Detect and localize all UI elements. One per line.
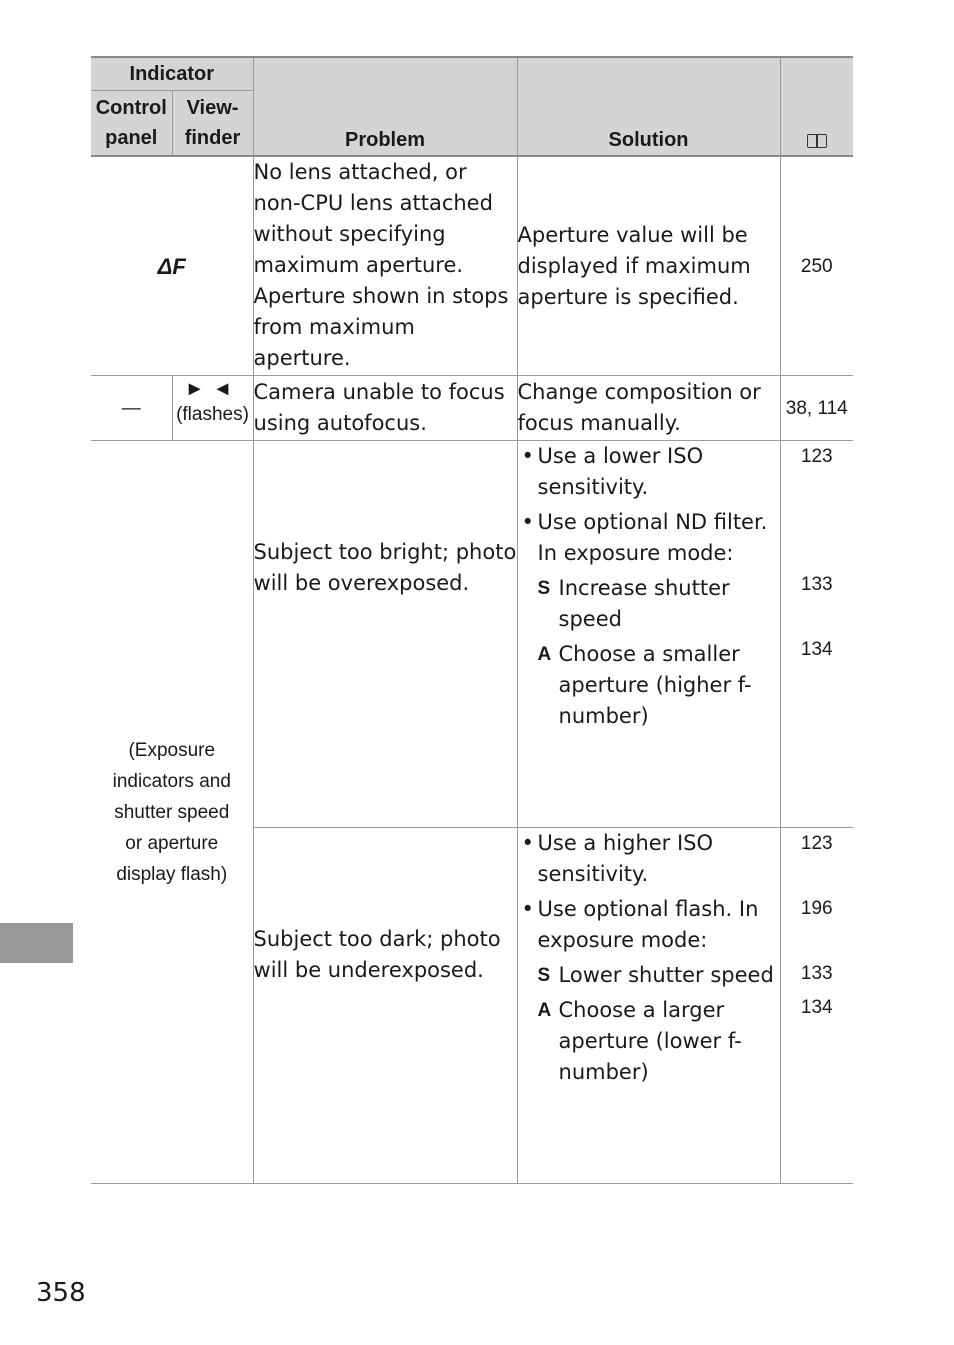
solution-cell (517, 828, 780, 1184)
troubleshooting-table (91, 56, 853, 1184)
solution-header: Solution (517, 57, 780, 156)
indicator-header: Indicator (91, 57, 253, 91)
mode-s-row: S Increase shutter speed (537, 576, 730, 631)
control-panel-header: Control panel (91, 91, 172, 157)
solution-cell: Change composition or focus manually. (517, 376, 780, 441)
focus-indicator-icon: ►◄ (184, 378, 241, 400)
section-tab-marker (0, 923, 73, 963)
problem-cell: Subject too bright; photo will be overexposed. (253, 441, 517, 828)
page-ref-cell: 123 133 134 (780, 441, 853, 828)
page-ref-cell: 250 (780, 156, 853, 376)
list-item: • Use a higher ISO sensitivity. (521, 831, 714, 886)
solution-list (518, 441, 776, 732)
table-row (91, 441, 853, 828)
flashes-note: (flashes) (176, 404, 249, 425)
exposure-indicator-cell: (Exposure indicators and shutter speed or aperture display flash) (91, 441, 253, 1184)
solution-cell (517, 441, 780, 828)
mode-s-row: S Lower shutter speed (537, 963, 774, 987)
no-lens-indicator: ΔF (157, 253, 186, 279)
page-ref-cell: 123 196 133 134 (780, 828, 853, 1184)
problem-cell: Subject too dark; photo will be underexposed. (253, 828, 517, 1184)
problem-header: Problem (253, 57, 517, 156)
page-ref-header (780, 57, 853, 156)
list-item: • Use optional ND filter. In exposure mode: S Increase shutter speed A Choose a smaller aperture (higher f-number) (518, 507, 776, 732)
problem-cell: Camera unable to focus using autofocus. (253, 376, 517, 441)
problem-cell: No lens attached, or non-CPU lens attached without specifying maximum aperture. Aperture shown in stops from maximum aperture. (253, 156, 517, 376)
list-item: • Use optional flash. In exposure mode: S Lower shutter speed A Choose a larger aperture (lower f-number) (518, 894, 776, 1088)
mode-a-row: A Choose a smaller aperture (higher f-number) (537, 642, 752, 728)
control-panel-cell: — (121, 397, 141, 419)
solution-cell: Aperture value will be displayed if maximum aperture is specified. (517, 156, 780, 376)
page-ref-cell: 38, 114 (780, 376, 853, 441)
mode-a-row: A Choose a larger aperture (lower f-number) (537, 998, 742, 1084)
viewfinder-header: View- finder (172, 91, 253, 157)
list-item: • Use a lower ISO sensitivity. (521, 444, 704, 499)
viewfinder-cell (172, 376, 253, 441)
table-row (91, 376, 853, 441)
book-icon (807, 134, 827, 148)
solution-list (518, 828, 776, 1088)
page-number: 358 (36, 1278, 86, 1308)
table-row (91, 156, 853, 376)
